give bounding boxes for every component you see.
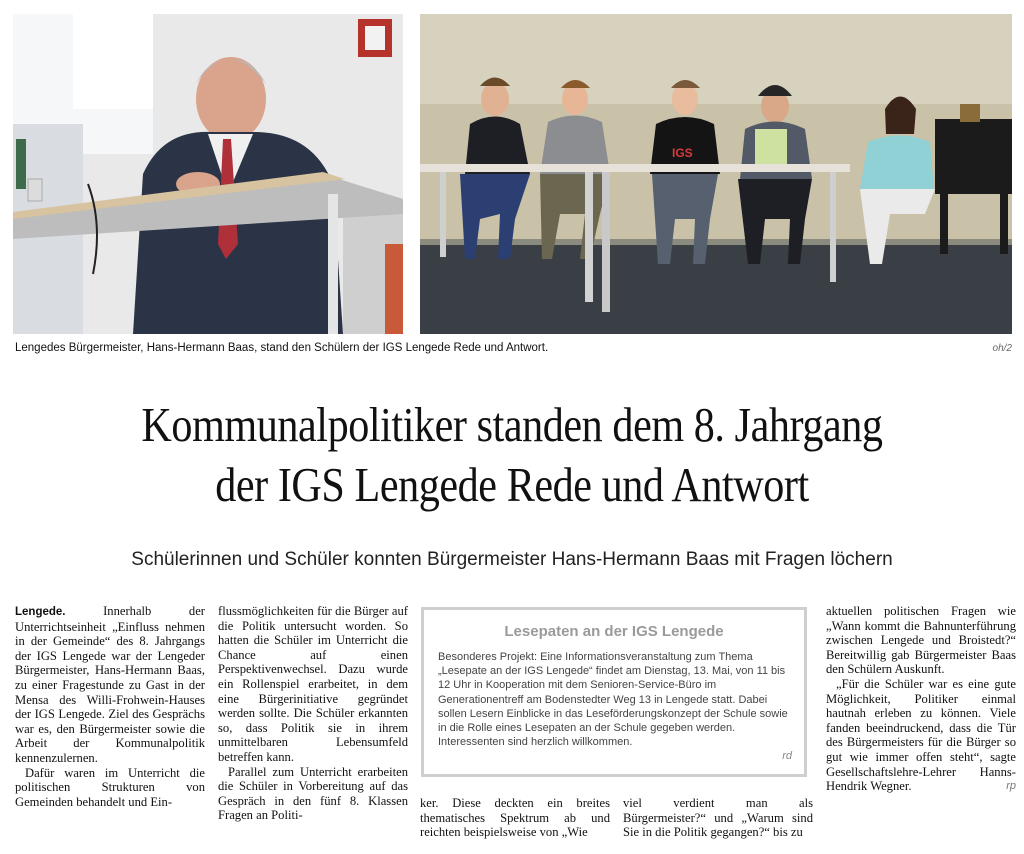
photo-credit: oh/2 bbox=[992, 343, 1012, 354]
article-paragraph: ker. Diese deckten ein breites thematisches Spektrum ab und reichten beispielsweise von „Wie bbox=[420, 796, 610, 840]
headline-line-2: der IGS Lengede Rede und Antwort bbox=[215, 457, 809, 512]
article-paragraph: aktuellen politischen Fragen wie „Wann kommt die Bahnunterführung zwischen Lengede und Broistedt?“ Bereitwillig gab Bürgermeister Baas den Schülern Auskunft. bbox=[826, 604, 1016, 677]
article-paragraph bbox=[15, 604, 205, 766]
headline-line-1: Kommunalpolitiker standen dem 8. Jahrgang bbox=[141, 397, 883, 452]
photo-students-image bbox=[420, 14, 1012, 334]
headline bbox=[72, 395, 953, 515]
infobox-signature: rd bbox=[782, 750, 792, 762]
article-column-1 bbox=[15, 604, 205, 809]
svg-text:IGS: IGS bbox=[672, 146, 693, 160]
infobox-text: Besonderes Projekt: Eine Informationsveranstaltung zum Thema „Lesepate an der IGS Lengede“ findet am Dienstag, 13. Mai, von 11 bis 12 Uhr in Kooperation mit dem Senioren-Service-Büro im Generationentreff am Bodenstedter Weg 13 in Lengede statt. Dabei sollen Lesern Einblicke in das Leseförderungskonzept der Schule sowie in die Rolle eines Lesepaten an der Schule gegeben werden. Interessenten sind herzlich willkommen. bbox=[438, 651, 788, 749]
photo-students bbox=[420, 14, 1012, 334]
article-signature: rp bbox=[1006, 780, 1016, 793]
infobox bbox=[421, 607, 807, 777]
infobox-title: Lesepaten an der IGS Lengede bbox=[504, 623, 724, 640]
subheadline: Schülerinnen und Schüler konnten Bürgermeister Hans-Hermann Baas mit Fragen löchern bbox=[131, 549, 893, 570]
article-text: Innerhalb der Unterrichtseinheit „Einfluss nehmen in der Gemeinde“ des 8. Jahrgangs der IGS Lengede war der Lengeder Bürgermeister, Hans-Hermann Baas, zu einer Fragestunde zu Gast in der Mensa des Willi-Frohwein-Hauses der IGS Lengede. Ziel des Gesprächs war es, den Bürgermeister sowie die Arbeit der Kommunalpolitik kennenzulernen. bbox=[15, 604, 205, 765]
photo-mayor bbox=[13, 14, 403, 334]
article-paragraph bbox=[826, 677, 1016, 794]
article-paragraph: viel verdient man als Bürgermeister?“ und „Warum sind Sie in die Politik gegangen?“ bis zu bbox=[623, 796, 813, 840]
article-paragraph: Parallel zum Unterricht erarbeiten die Schüler in Vorbereitung auf das Gespräch in den fünf 8. Klassen Fragen an Politi- bbox=[218, 764, 408, 823]
article-text: „Für die Schüler war es eine gute Möglichkeit, Politiker einmal hautnah erleben zu können. Viele fanden beeindruckend, dass die Tür des Bürgermeisters für die Bürger so gut wie immer offen steht“, sagte Gesellschaftslehre-Lehrer Hanns-Hendrik Wegner. bbox=[826, 676, 1016, 794]
article-column-3 bbox=[420, 796, 610, 840]
article-column-2 bbox=[218, 604, 408, 823]
article-column-5 bbox=[826, 604, 1016, 794]
article-paragraph: Dafür waren im Unterricht die politischen Strukturen von Gemeinden behandelt und Ein- bbox=[15, 765, 205, 809]
photo-mayor-image bbox=[13, 14, 403, 334]
article-paragraph: flussmöglichkeiten für die Bürger auf die Politik untersucht worden. So hatten die Schüler im Unterricht die Chance auf einen Perspektivenwechsel. Dazu wurde ein Rollenspiel erarbeitet, in dem eine Bürgerinitiative gegründet werden sollte. Die Schüler erkannten so, dass Politik sie in ihrem unmittelbaren Lebensumfeld betreffen kann. bbox=[218, 604, 408, 764]
photo-caption: Lengedes Bürgermeister, Hans-Hermann Baas, stand den Schülern der IGS Lengede Rede und Antwort. bbox=[15, 342, 549, 354]
article-column-4 bbox=[623, 796, 813, 840]
dateline: Lengede. bbox=[15, 606, 66, 618]
